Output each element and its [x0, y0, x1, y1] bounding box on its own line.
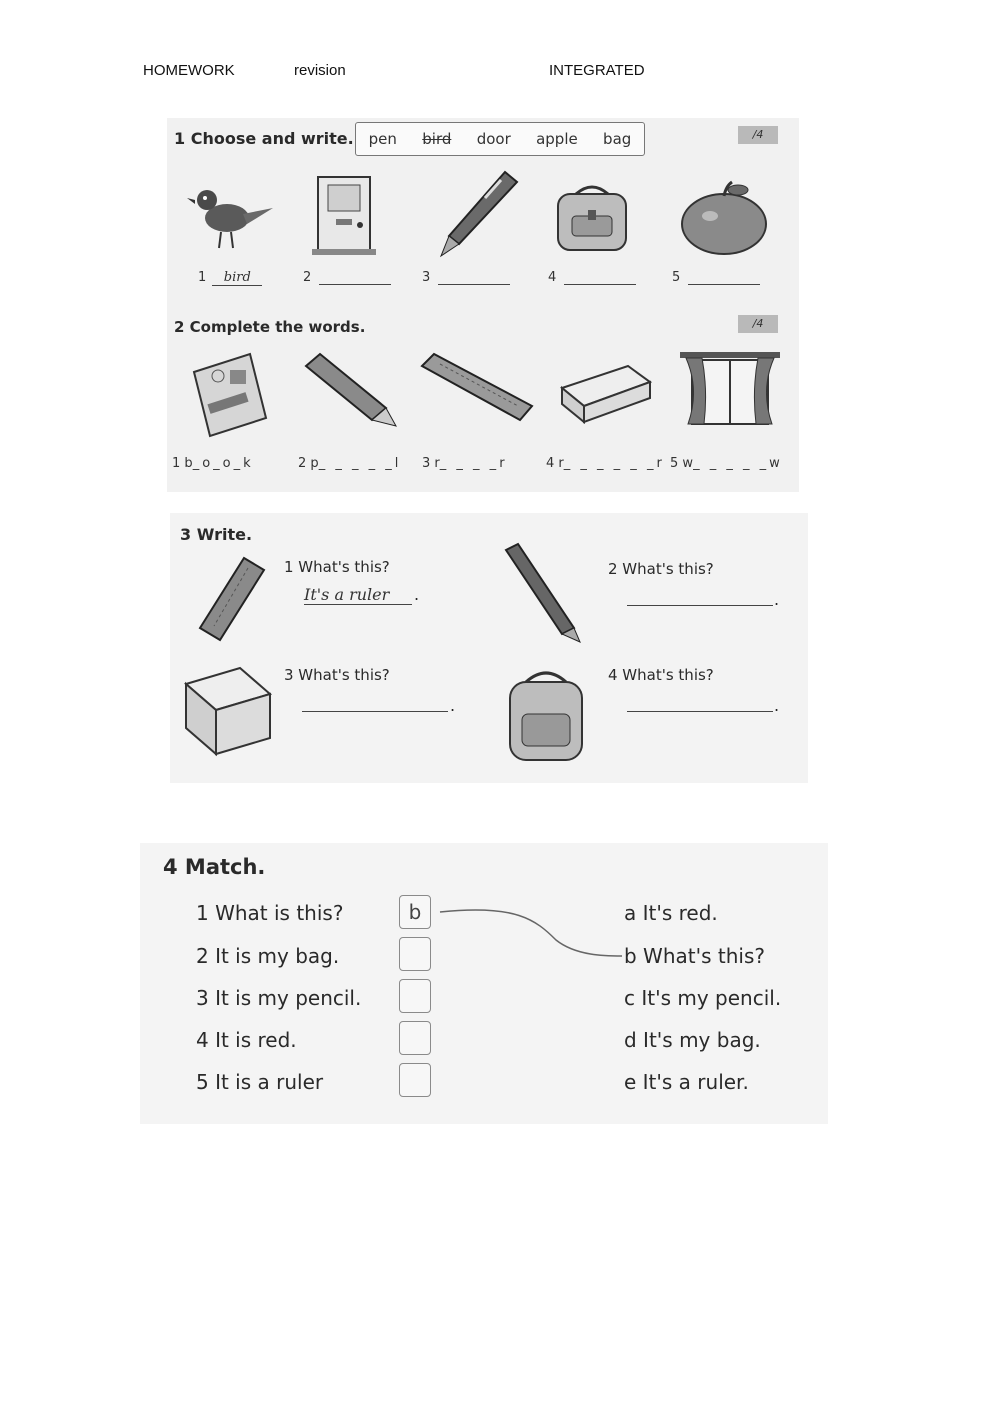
ex1-item-5: 5: [672, 270, 760, 285]
ex3-period-2: .: [774, 590, 780, 609]
ex2-answer-5[interactable]: _ _ _ _ _: [693, 456, 770, 471]
bird-icon: [185, 178, 277, 252]
ex4-right-b: b What's this?: [624, 944, 765, 968]
word-bird: bird: [422, 130, 452, 148]
header-revision: revision: [294, 62, 346, 79]
ex2-item-4: 4 r_ _ _ _ _ _r: [546, 456, 662, 471]
ex4-left-2: 2 It is my bag.: [196, 944, 340, 968]
ex4-box-3[interactable]: [399, 979, 431, 1013]
ex1-item-4: 4: [548, 270, 636, 285]
ex3-answer-3[interactable]: [302, 710, 448, 712]
exercise-4-title: 4 Match.: [163, 855, 266, 879]
ex1-answer-1[interactable]: bird: [212, 270, 262, 286]
ex4-left-4: 4 It is red.: [196, 1028, 297, 1052]
header-homework: HOMEWORK: [143, 62, 235, 79]
ex2-answer-1[interactable]: _o_o_: [192, 456, 244, 471]
word-pen: pen: [368, 130, 397, 148]
ex3-answer-4[interactable]: [627, 710, 773, 712]
ex3-period-4: .: [774, 696, 780, 715]
exercise-2-score: /4: [738, 315, 778, 333]
exercise-2-title: 2 Complete the words.: [174, 318, 366, 336]
word-door: door: [476, 130, 511, 148]
ex3-answer-1[interactable]: It's a ruler: [304, 585, 412, 605]
book-icon: [190, 352, 270, 438]
ex4-box-2[interactable]: [399, 937, 431, 971]
word-box: [355, 122, 645, 156]
ruler-icon: [418, 352, 536, 424]
ex3-eraser-icon: [182, 664, 274, 758]
exercise-3-title: 3 Write.: [180, 525, 253, 544]
ex1-item-2: 2: [303, 270, 391, 285]
ex4-box-4[interactable]: [399, 1021, 431, 1055]
window-icon: [678, 350, 782, 434]
ex4-right-a: a It's red.: [624, 901, 718, 925]
ex3-period-3: .: [450, 696, 456, 715]
header-integrated: INTEGRATED: [549, 62, 645, 79]
ex2-answer-3[interactable]: _ _ _ _: [439, 456, 500, 471]
exercise-1-title: 1 Choose and write.: [174, 129, 354, 148]
ex3-period-1: .: [414, 585, 420, 604]
ex4-right-e: e It's a ruler.: [624, 1070, 749, 1094]
ex3-question-3: 3 What's this?: [284, 666, 390, 684]
ex3-answer-2[interactable]: [627, 604, 773, 606]
ex2-answer-2[interactable]: _ _ _ _ _: [318, 456, 395, 471]
ex2-item-1: 1 b_o_o_k: [172, 456, 251, 471]
word-apple: apple: [536, 130, 578, 148]
door-icon: [312, 175, 376, 257]
match-connector-line: [436, 900, 626, 964]
ex4-left-5: 5 It is a ruler: [196, 1070, 324, 1094]
ex1-answer-3[interactable]: [438, 270, 510, 285]
exercise-1-score: /4: [738, 126, 778, 144]
ex3-question-2: 2 What's this?: [608, 560, 714, 578]
apple-icon: [676, 180, 772, 256]
pencil-icon: [302, 350, 400, 428]
ex4-right-c: c It's my pencil.: [624, 986, 782, 1010]
ex4-left-3: 3 It is my pencil.: [196, 986, 362, 1010]
ex2-item-3: 3 r_ _ _ _r: [422, 456, 505, 471]
ex1-answer-4[interactable]: [564, 270, 636, 285]
eraser-icon: [558, 362, 654, 424]
ex1-item-3: 3: [422, 270, 510, 285]
ex1-answer-2[interactable]: [319, 270, 391, 285]
ex3-pen-icon: [500, 542, 586, 644]
ex2-item-5: 5 w_ _ _ _ _w: [670, 456, 780, 471]
ex4-box-5[interactable]: [399, 1063, 431, 1097]
ex4-right-d: d It's my bag.: [624, 1028, 761, 1052]
backpack-icon: [548, 180, 636, 254]
ex1-item-1: 1 bird: [198, 270, 262, 286]
ex2-item-2: 2 p_ _ _ _ _l: [298, 456, 399, 471]
pen-icon: [435, 168, 521, 260]
ex3-question-1: 1 What's this?: [284, 558, 390, 576]
ex1-answer-5[interactable]: [688, 270, 760, 285]
ex3-question-4: 4 What's this?: [608, 666, 714, 684]
ex3-ruler-icon: [196, 556, 270, 642]
ex4-left-1: 1 What is this?: [196, 901, 344, 925]
ex2-answer-4[interactable]: _ _ _ _ _ _: [563, 456, 657, 471]
ex4-box-1[interactable]: b: [399, 895, 431, 929]
word-bag: bag: [603, 130, 632, 148]
ex3-backpack-icon: [500, 664, 592, 766]
